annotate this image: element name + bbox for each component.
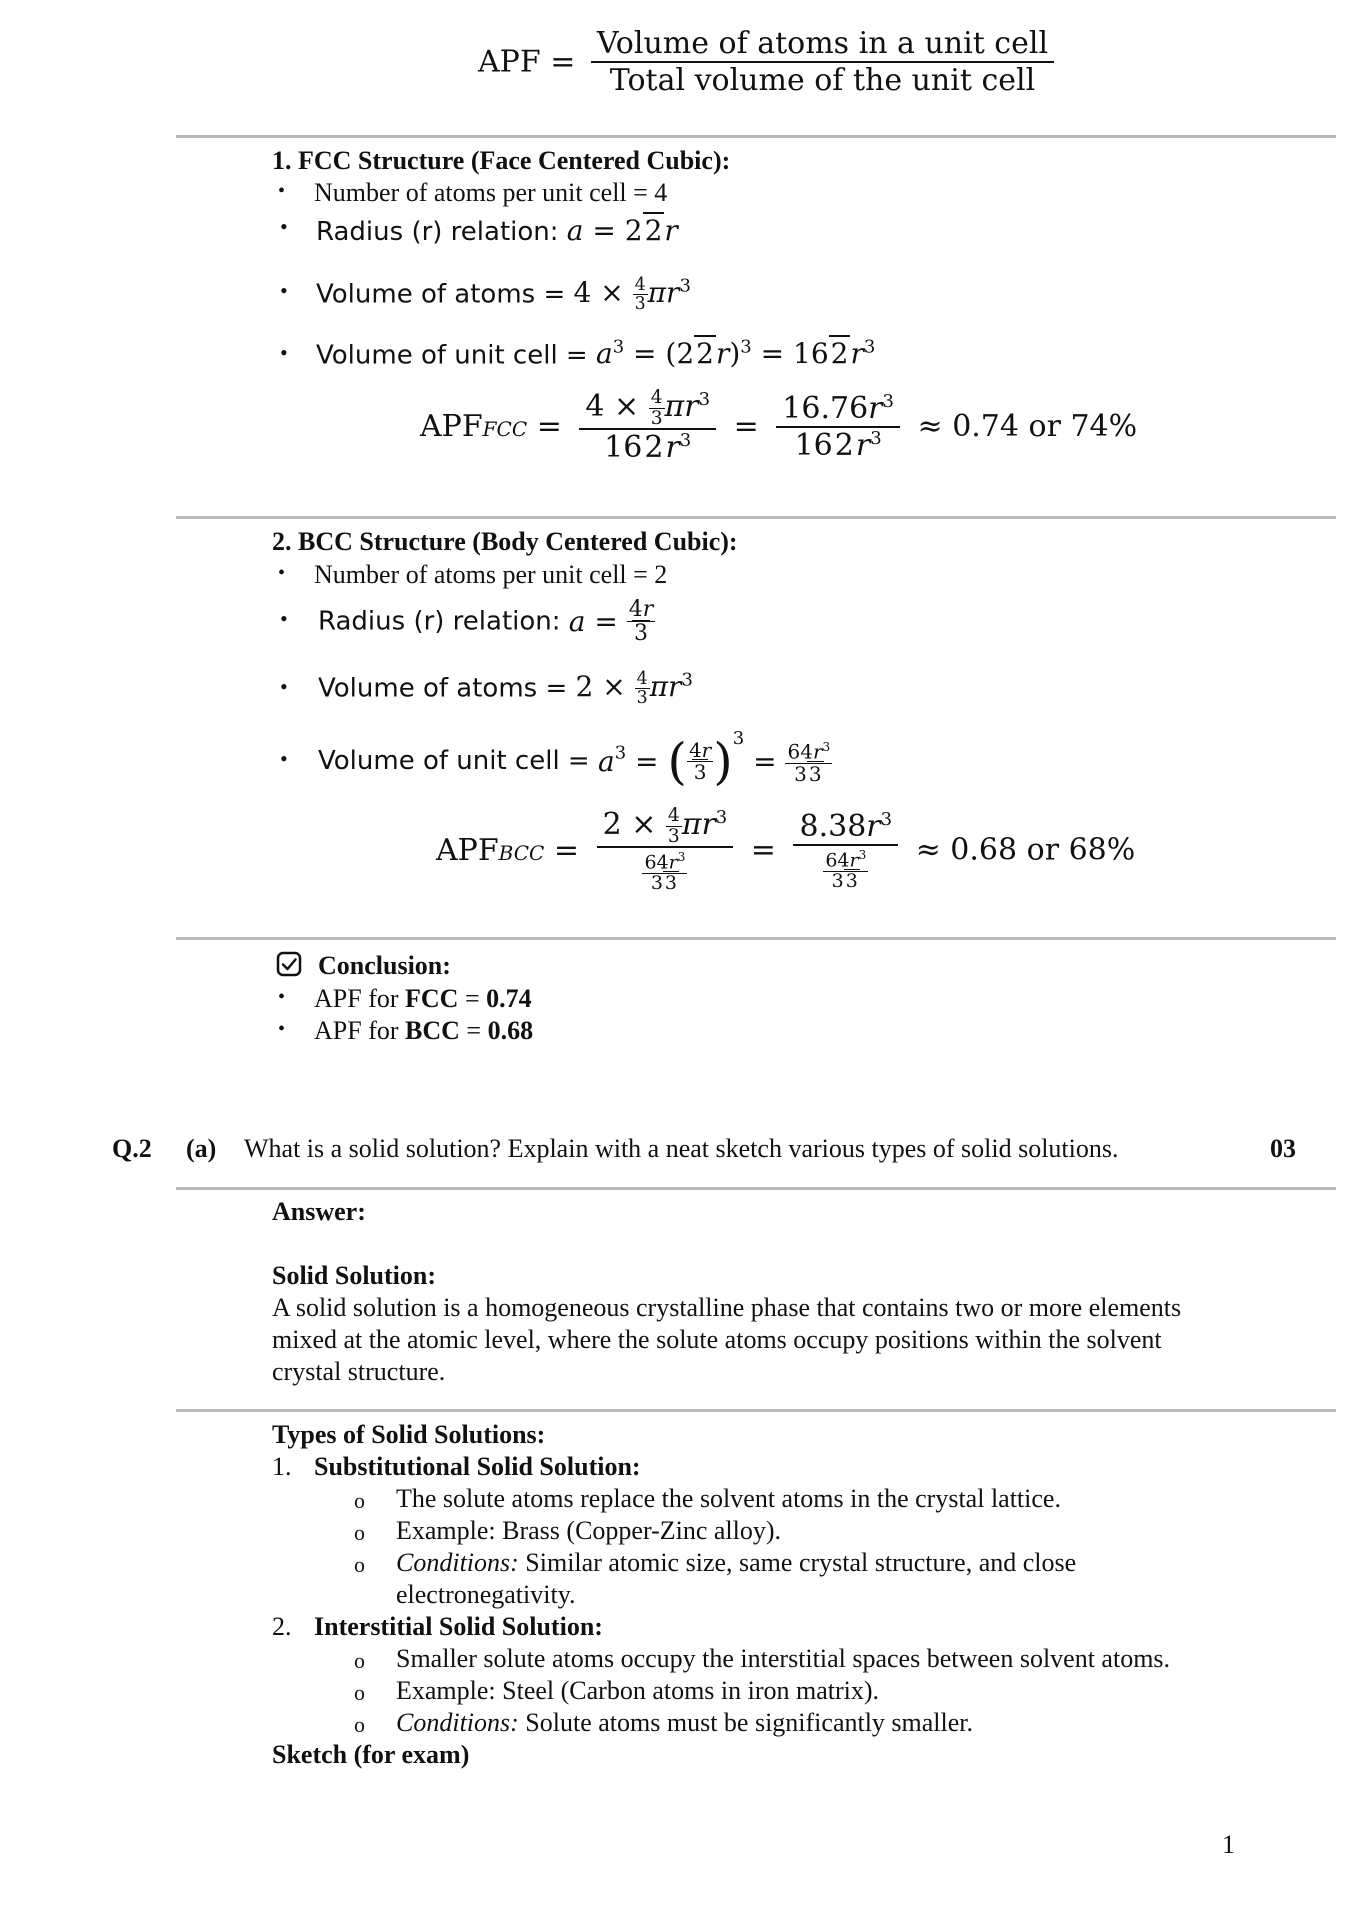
bcc-apf-equation: APFBCC = 2 × $\frac{4}{3}$ $\pi r^3$ $\frac{64r^3}{3 3}$ = $\frac{8.38r^3}{\frac{64r^3}{3 3}}$ ≈ 0.68 or 68% [436,805,1136,895]
fcc-vol-atoms-label: Volume of atoms = [316,279,566,310]
bullet: • [278,180,286,202]
question-marks: 03 [1270,1134,1296,1163]
type-2-point-3: Conditions: Solute atoms must be significantly smaller. [396,1708,974,1737]
type-2-point-2: Example: Steel (Carbon atoms in iron matrix). [396,1676,880,1705]
divider [176,1187,1336,1190]
sub-bullet: o [354,1552,365,1577]
question-number: Q.2 [112,1134,152,1163]
types-heading: Types of Solid Solutions: [272,1420,546,1449]
type-2-number: 2. [272,1612,292,1641]
bullet: • [278,986,286,1008]
bullet: • [280,746,288,771]
bcc-atoms-per-cell: Number of atoms per unit cell = 2 [314,560,668,589]
type-2-title: Interstitial Solid Solution: [314,1612,603,1641]
sketch-label: Sketch (for exam) [272,1740,470,1769]
fcc-atoms-per-cell: Number of atoms per unit cell = 4 [314,178,668,207]
apf-def-numerator: Volume of atoms in a unit cell [591,26,1054,63]
sub-bullet: o [354,1520,365,1545]
fcc-vol-cell-label: Volume of unit cell = [316,340,588,371]
fcc-radius-label: Radius (r) relation: [316,217,559,247]
definition-line-3: crystal structure. [272,1357,446,1386]
bcc-radius-relation: Radius (r) relation: a = $\frac{4r}{3}$ [318,597,654,647]
bullet: • [280,340,288,365]
bcc-volume-cell: Volume of unit cell = $a^3$ = ( $\frac{4r}{3}$ )$^3$ = $\frac{64r^3}{3 3}$ [318,728,831,790]
question-text: What is a solid solution? Explain with a neat sketch various types of solid solutions. [244,1134,1119,1163]
bullet: • [280,214,288,239]
fcc-heading: 1. FCC Structure (Face Centered Cubic): [272,146,731,175]
type-1-point-1: The solute atoms replace the solvent atoms in the crystal lattice. [396,1484,1061,1513]
fcc-apf-equation: APFFCC = 4 × $\frac{4}{3}$ $\pi r^3$ $162r^3$ = $\frac{16.76r^3}{162r^3}$ ≈ 0.74 or 74% [420,387,1138,466]
divider [176,516,1336,519]
bullet: • [278,1018,286,1040]
bcc-heading: 2. BCC Structure (Body Centered Cubic): [272,527,738,556]
bcc-vol-cell-label: Volume of unit cell = [318,746,590,776]
apf-definition [478,26,1054,98]
sub-bullet: o [354,1648,365,1673]
check-box-icon [276,951,302,977]
definition-line-1: A solid solution is a homogeneous crystalline phase that contains two or more elements [272,1293,1182,1322]
bcc-apf-result: ≈ 0.68 or 68% [915,832,1136,868]
sub-bullet: o [354,1712,365,1737]
solid-solution-heading: Solid Solution: [272,1261,437,1290]
conclusion-item-bcc: APF for BCC = 0.68 [314,1016,534,1045]
apf-def-denominator: Total volume of the unit cell [609,63,1036,98]
conclusion-heading: Conclusion: [318,951,451,980]
bcc-volume-atoms: Volume of atoms = 2 × $\frac{4}{3}$ $\pi r^3$ [318,669,693,709]
type-1-number: 1. [272,1452,292,1481]
type-2-point-1: Smaller solute atoms occupy the interstitial spaces between solvent atoms. [396,1644,1171,1673]
apf-def-lhs: APF = [478,44,576,80]
type-1-title: Substitutional Solid Solution: [314,1452,641,1481]
type-1-point-3-cont: electronegativity. [396,1580,576,1609]
fcc-volume-cell: Volume of unit cell = $a^3 = (22r)^3 = 162r^3$ [316,337,876,371]
bullet: • [280,606,288,631]
answer-label: Answer: [272,1197,366,1226]
bullet: • [280,278,288,303]
bcc-vol-atoms-label: Volume of atoms = [318,673,568,704]
bullet: • [280,674,288,699]
sub-bullet: o [354,1488,365,1513]
divider [176,937,1336,940]
divider [176,1409,1336,1412]
fcc-volume-atoms: Volume of atoms = 4 × $\frac{4}{3}$ $\pi r^3$ [316,275,691,315]
type-1-point-2: Example: Brass (Copper-Zinc alloy). [396,1516,782,1545]
fcc-radius-relation: Radius (r) relation: a = 22r [316,214,678,247]
bcc-radius-label: Radius (r) relation: [318,606,561,637]
divider [176,135,1336,138]
apf-def-fraction [591,26,1054,98]
fcc-apf-result: ≈ 0.74 or 74% [917,409,1138,445]
conclusion-item-fcc: APF for FCC = 0.74 [314,984,532,1013]
definition-line-2: mixed at the atomic level, where the solute atoms occupy positions within the solvent [272,1325,1162,1354]
sub-bullet: o [354,1680,365,1705]
page-number: 1 [1222,1830,1235,1859]
bullet: • [278,562,286,584]
type-1-point-3: Conditions: Similar atomic size, same crystal structure, and close [396,1548,1077,1577]
question-part: (a) [186,1134,217,1163]
